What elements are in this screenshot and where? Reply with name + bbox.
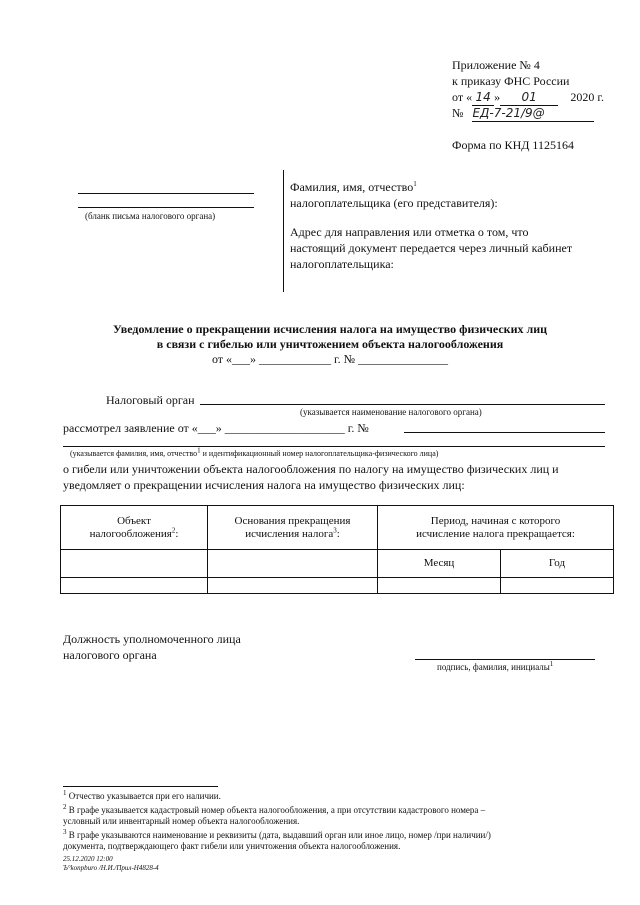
- recipient-name-label-2: налогоплательщика (его представителя):: [290, 196, 498, 210]
- cell-grounds: [208, 550, 378, 578]
- order-date: [452, 90, 604, 105]
- tax-authority-hint: (указывается наименование налогового органа): [300, 407, 482, 417]
- date-mid: »: [494, 90, 501, 104]
- footnote-1: $^1$ Отчество указывается при его наличии.: [63, 789, 221, 801]
- number-value: ЕД-7-21/9@: [472, 106, 594, 122]
- footnote-3-cont: документа, подтверждающего факт гибели или уничтожения объекта налогообложения.: [63, 841, 401, 851]
- cell-month-value: [378, 578, 501, 594]
- paragraph-line-1: о гибели или уничтожении объекта налогообложения по налогу на имущество физических лиц и: [63, 462, 559, 476]
- cell-grounds-value: [208, 578, 378, 594]
- order-reference: к приказу ФНС России: [452, 74, 570, 88]
- notice-date-number: от «___» ____________ г. № _______________: [211, 352, 449, 366]
- objects-table: [60, 505, 614, 594]
- sub-header-year: Год: [501, 550, 614, 578]
- footnote-2: $^2$ В графе указывается кадастровый номер объекта налогообложения, а при отсутствии кадастрового номера –: [63, 803, 486, 815]
- address-label-1: Адрес для направления или отметка о том, что: [290, 225, 529, 239]
- signature-line: [415, 659, 595, 660]
- tax-authority-label: Налоговый орган: [106, 393, 195, 407]
- footnote-separator: [63, 786, 218, 787]
- date-prefix: от «: [452, 90, 473, 104]
- print-stamp-date: 25.12.2020 12:00: [63, 855, 113, 863]
- application-number-line: [404, 432, 605, 433]
- letterhead-line-1: [78, 193, 254, 194]
- col-grounds-header: Основания прекращения исчисления налога$^3$:: [208, 506, 378, 550]
- table-header-row: [61, 506, 614, 550]
- recipient-name-label: Фамилия, имя, отчество$^1$: [290, 180, 417, 194]
- signature-caption: подпись, фамилия, инициалы$^1$: [437, 660, 554, 672]
- form-code: Форма по КНД 1125164: [452, 138, 574, 152]
- document-title-line-2: в связи с гибелью или уничтожением объекта налогообложения: [156, 337, 504, 351]
- print-stamp-path: Ъ°konpburo /Н.И./Прил-Н4828-4: [63, 864, 159, 872]
- number-prefix: №: [452, 106, 464, 120]
- footnote-2-cont: условный или инвентарный номер объекта налогообложения.: [63, 816, 300, 826]
- address-label-2: настоящий документ передается через личный кабинет: [290, 241, 573, 255]
- paragraph-line-2: уведомляет о прекращении исчисления налога на имущество физических лиц:: [63, 478, 465, 492]
- col-object-header: Объект налогообложения$^2$:: [61, 506, 208, 550]
- block-separator: [283, 170, 284, 292]
- application-line: рассмотрел заявление от «___» ____________________ г. №: [63, 421, 369, 435]
- letterhead-caption: (бланк письма налогового органа): [85, 211, 216, 221]
- document-title-line-1: Уведомление о прекращении исчисления налога на имущество физических лиц: [112, 322, 548, 336]
- person-line: [63, 446, 605, 447]
- footnote-3: $^3$ В графе указываются наименование и реквизиты (дата, выдавший орган или иное лицо, номер /при наличии/): [63, 828, 491, 840]
- appendix-number: Приложение № 4: [452, 58, 540, 72]
- table-row: [61, 578, 614, 594]
- order-number: [452, 106, 612, 121]
- official-position-2: налогового органа: [63, 648, 157, 662]
- sub-header-month: Месяц: [378, 550, 501, 578]
- table-row: [61, 550, 614, 578]
- official-position-1: Должность уполномоченного лица: [63, 632, 241, 646]
- col-period-header: Период, начиная с которого исчисление налога прекращается:: [378, 506, 614, 550]
- cell-object-value: [61, 578, 208, 594]
- letterhead-line-2: [78, 207, 254, 208]
- person-hint: (указывается фамилия, имя, отчество$^1$ и идентификационный номер налогоплательщика-физического лица): [70, 446, 439, 458]
- date-day: 14: [472, 90, 494, 106]
- date-month: 01: [500, 90, 558, 106]
- address-label-3: налогоплательщика:: [290, 257, 394, 271]
- tax-authority-line: [200, 404, 605, 405]
- cell-object: [61, 550, 208, 578]
- cell-year-value: [501, 578, 614, 594]
- date-year: 2020 г.: [570, 90, 604, 104]
